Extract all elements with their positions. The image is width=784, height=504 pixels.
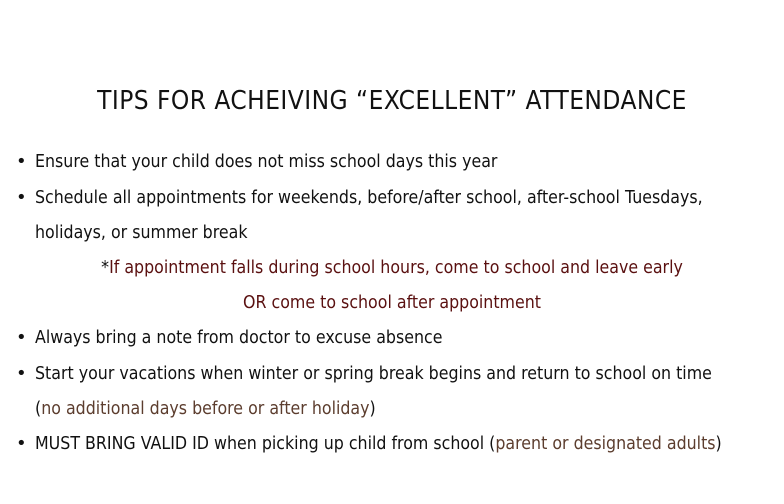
tip-doctor-note: Always bring a note from doctor to excuse absence: [35, 327, 443, 348]
tip-valid-id: [35, 433, 722, 454]
valid-id-note: parent or designated adults: [495, 433, 716, 454]
paren-close: ): [715, 433, 722, 454]
tip-appointments-line1: Schedule all appointments for weekends, before/after school, after-school Tuesdays,: [35, 187, 703, 208]
appointment-note-line2: OR come to school after appointment: [243, 292, 541, 313]
bullet-icon: •: [16, 433, 27, 454]
tip-vacations-line2: [35, 398, 376, 419]
bullet-icon: •: [16, 187, 27, 208]
valid-id-text: MUST BRING VALID ID when picking up child from school (: [35, 433, 496, 454]
bullet-icon: •: [16, 151, 27, 172]
appointment-note-line1: [47, 257, 737, 278]
tip-attendance: Ensure that your child does not miss school days this year: [35, 151, 498, 172]
paren-close: ): [369, 398, 376, 419]
paren-open: (: [35, 398, 42, 419]
bullet-icon: •: [16, 363, 27, 384]
tip-vacations-line1: Start your vacations when winter or spring break begins and return to school on time: [35, 363, 712, 384]
note-text: If appointment falls during school hours, come to school and leave early: [109, 257, 683, 278]
tip-appointments-line2: holidays, or summer break: [35, 222, 248, 243]
vacation-note: no additional days before or after holiday: [41, 398, 370, 419]
bullet-icon: •: [16, 327, 27, 348]
page-title: TIPS FOR ACHEIVING “EXCELLENT” ATTENDANCE: [97, 86, 687, 116]
asterisk: *: [101, 257, 110, 278]
